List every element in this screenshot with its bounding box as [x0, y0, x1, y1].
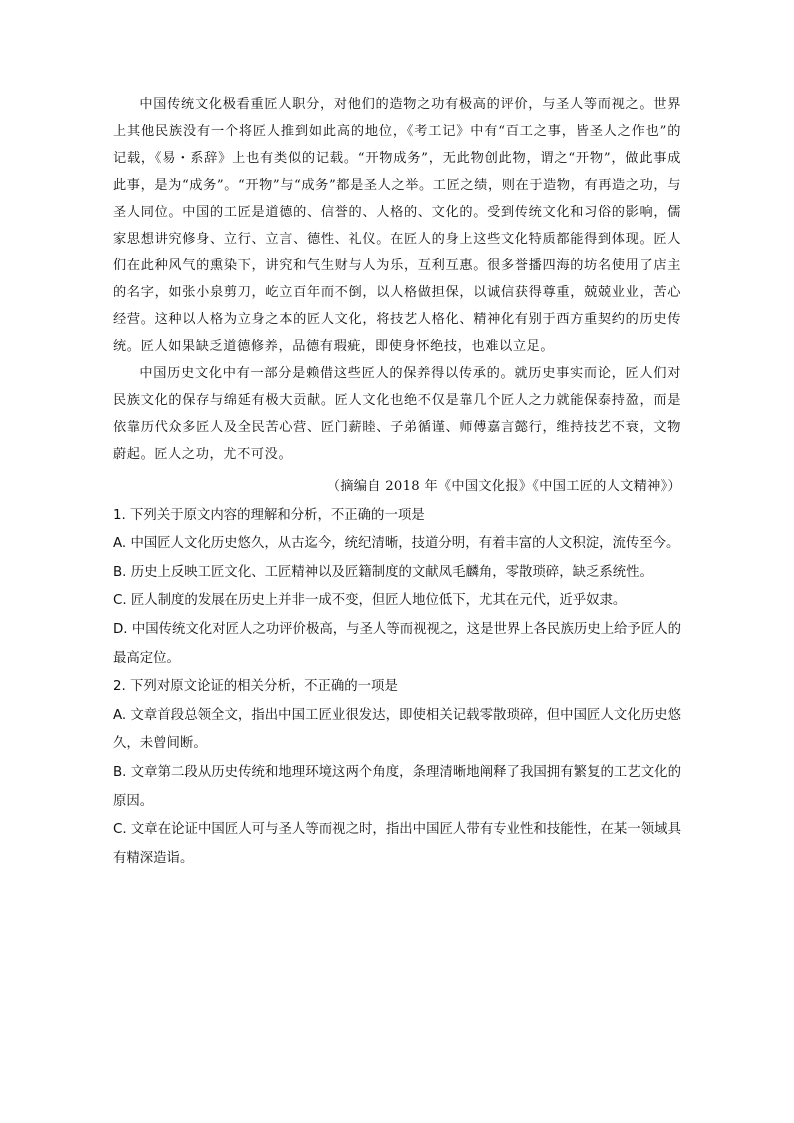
reading-passage	[113, 92, 681, 469]
passage-paragraph-2: 中国历史文化中有一部分是赖借这些匠人的保养得以传承的。就历史事实而论，匠人们对民族文化的保存与绵延有极大贡献。匠人文化也绝不仅是靠几个匠人之力就能保泰持盈，而是依靠历代众多匠人及全民苦心营、匠门薪睦、子弟循谨、师傅嘉言懿行，维持技艺不衰，文物蔚起。匠人之功，尤不可没。	[113, 366, 681, 462]
question-2-option-a: A. 文章首段总领全文，指出中国工匠业很发达，即使相关记载零散琐碎，但中国匠人文化历史悠久，未曾间断。	[113, 707, 681, 752]
question-1-option-b: B. 历史上反映工匠文化、工匠精神以及匠籍制度的文献凤毛麟角，零散琐碎，缺乏系统性。	[113, 564, 653, 580]
question-1-option-c: C. 匠人制度的发展在历史上并非一成不变，但匠人地位低下，尤其在元代，近乎奴隶。	[113, 593, 627, 609]
question-2-stem: 2. 下列对原文论证的相关分析，不正确的一项是	[113, 679, 398, 695]
question-2-option-b: B. 文章第二段从历史传统和地理环境这两个角度，条理清晰地阐释了我国拥有繁复的工艺文化的原因。	[113, 765, 681, 809]
question-2	[113, 673, 681, 873]
question-1-stem: 1. 下列关于原文内容的理解和分析，不正确的一项是	[113, 507, 425, 523]
question-list	[113, 502, 681, 874]
question-1-option-d: D. 中国传统文化对匠人之功评价极高，与圣人等而视视之，这是世界上各民族历史上给予匠人的最高定位。	[113, 622, 681, 666]
question-1-option-a: A. 中国匠人文化历史悠久，从古迄今，统纪清晰，技道分明，有着丰富的人文积淀，流传至今。	[113, 536, 680, 552]
question-2-option-c: C. 文章在论证中国匠人可与圣人等而视之时，指出中国匠人带有专业性和技能性，在某一领域具有精深造诣。	[113, 822, 681, 866]
question-1	[113, 502, 681, 674]
passage-paragraph-1: 中国传统文化极看重匠人职分，对他们的造物之功有极高的评价，与圣人等而视之。世界上其他民族没有一个将匠人推到如此高的地位，《考工记》中有“百工之事，皆圣人之作也”的记载，《易・系辞》上也有类似的记载。“开物成务”，无此物创此物，谓之“开物”，做此事成此事，是为“成务”。“开物”与“成务”都是圣人之举。工匠之绩，则在于造物，有再造之功，与圣人同位。中国的工匠是道德的、信誉的、人格的、文化的。受到传统文化和习俗的影响，儒家思想讲究修身、立行、立言、德性、礼仪。在匠人的身上这些文化特质都能得到体现。匠人们在此种风气的熏染下，讲究和气生财与人为乐，互利互惠。很多誉播四海的坊名使用了店主的名字，如张小泉剪刀，屹立百年而不倒，以人格做担保，以诚信获得尊重，兢兢业业，苦心经营。这种以人格为立身之本的匠人文化，将技艺人格化、精神化有别于西方重契约的历史传统。匠人如果缺乏道德修养，品德有瑕疵，即使身怀绝技，也难以立足。	[113, 97, 681, 355]
document-page	[113, 92, 681, 873]
passage-source: （摘编自 2018 年《中国文化报》《中国工匠的人文精神》）	[326, 478, 681, 494]
